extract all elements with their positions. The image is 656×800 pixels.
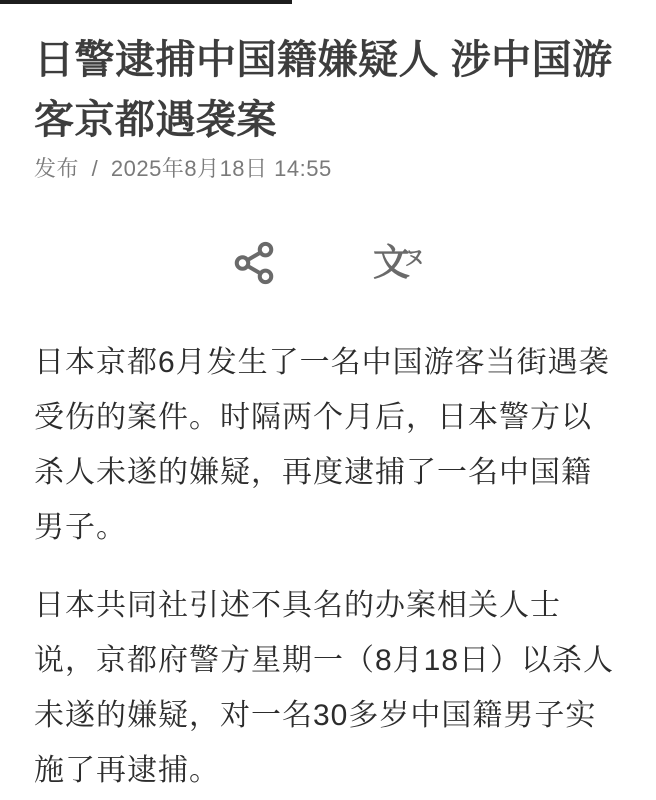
translate-button[interactable] — [373, 239, 425, 287]
article-paragraph: 日本京都6月发生了一名中国游客当街遇袭受伤的案件。时隔两个月后，日本警方以杀人未遂的嫌疑，再度逮捕了一名中国籍男子。 — [34, 346, 610, 544]
article-title: 日警逮捕中国籍嫌疑人 涉中国游客京都遇袭案 — [34, 38, 613, 142]
publish-meta — [34, 154, 622, 184]
article-content — [0, 30, 656, 798]
share-icon — [231, 240, 277, 286]
translate-icon: 文 — [373, 242, 410, 283]
publish-label: 发布 — [34, 156, 80, 181]
publish-datetime: 2025年8月18日 14:55 — [110, 156, 332, 181]
top-progress-bar — [0, 0, 292, 4]
article-body — [34, 335, 622, 798]
article-paragraph: 日本共同社引述不具名的办案相关人士说，京都府警方星期一（8月18日）以杀人未遂的嫌疑，对一名30多岁中国籍男子实施了再逮捕。 — [34, 589, 615, 787]
share-button[interactable] — [231, 240, 277, 286]
article-toolbar — [34, 239, 622, 287]
publish-separator: / — [91, 156, 99, 181]
translate-icon-small-glyph: ヌ — [404, 247, 425, 270]
